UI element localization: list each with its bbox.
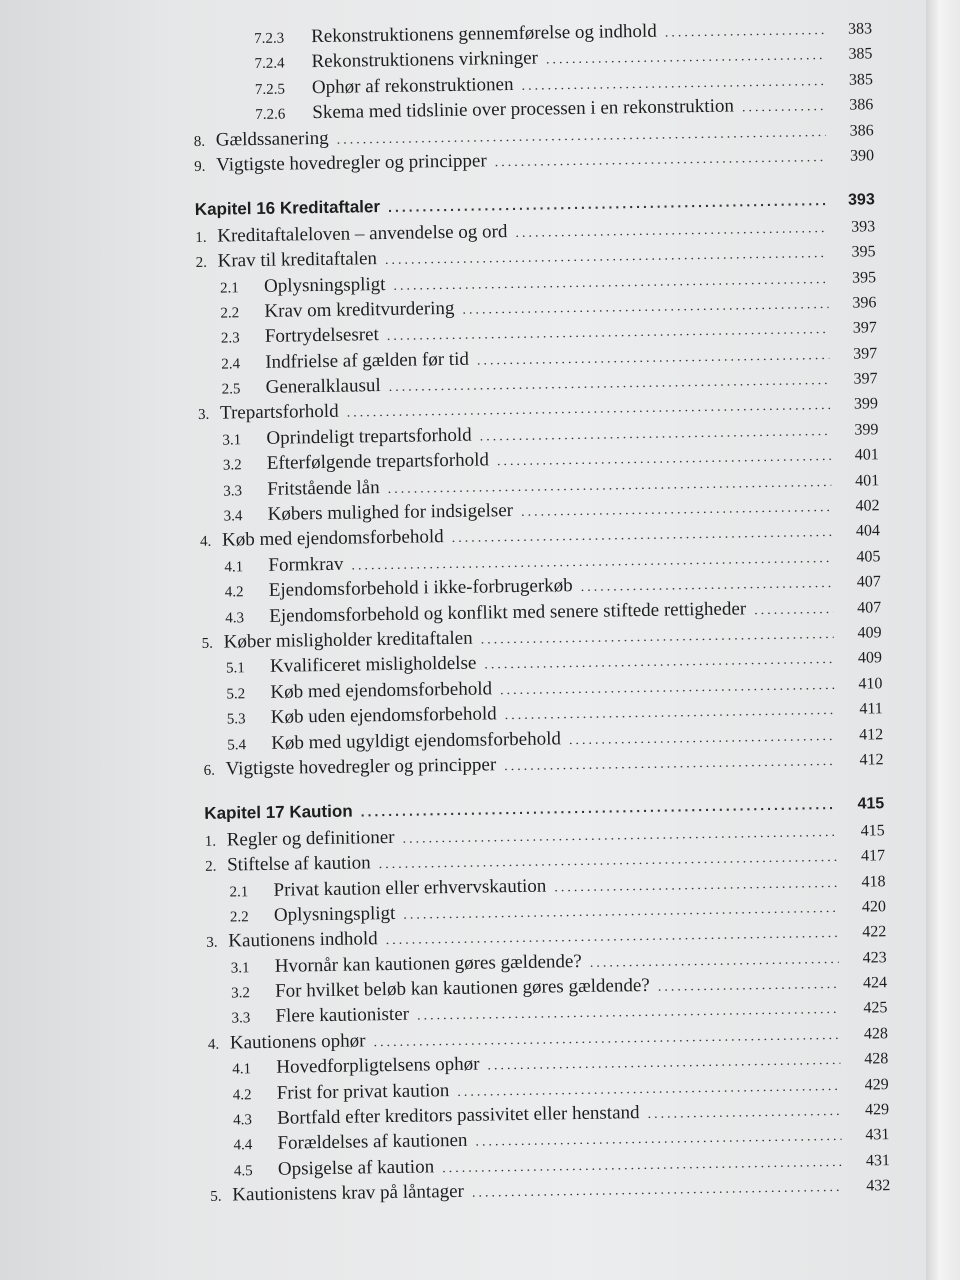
toc-entry-number: 3.3 [223,482,243,500]
toc-page-number: 407 [857,598,882,617]
toc-page-number: 422 [862,923,887,941]
toc-entry-number: 3.1 [222,432,242,449]
toc-entry-title: Køb med ugyldigt ejendomsforbehold [271,727,562,754]
toc-page-number: 428 [863,1025,889,1043]
toc-entry-number: 2.4 [221,355,241,373]
toc-entry-number: 4.2 [224,584,244,601]
toc-entry-number: 5.3 [226,711,246,728]
dot-leader [495,150,827,171]
toc-page-number: 401 [855,471,880,490]
dot-leader [402,825,836,848]
toc-entry-title: Kvalificeret misligholdelse [269,652,477,678]
toc-entry-number: 4.5 [233,1162,253,1180]
toc-entry-title: Forældelses af kautionen [277,1130,468,1155]
toc-page-number: 418 [861,872,886,891]
toc-page-number: 393 [851,218,876,236]
toc-entry-title: Kapitel 16 Kreditaftaler [194,197,381,220]
toc-page-number: 399 [853,395,879,414]
toc-entry-title: Køber misligholder kreditaftalen [223,627,473,653]
dot-leader [487,1053,840,1075]
toc-entry-title: Hovedforpligtelsens ophør [276,1053,480,1079]
toc-entry-number: 3.4 [223,508,243,525]
toc-entry-title: Fritstående lån [267,476,380,500]
toc-entry-title: Fortrydelsesret [264,324,379,348]
toc-entry-title: Privat kaution eller erhvervskaution [273,875,547,901]
dot-leader [500,678,835,699]
dot-leader [521,500,832,521]
toc-entry-number: 4.2 [232,1086,252,1104]
toc-page-number: 397 [853,370,878,388]
toc-entry-number: 5. [201,635,214,652]
dot-leader [754,602,833,619]
toc-entry-number: 7.2.6 [255,106,286,124]
dot-leader [386,926,839,949]
dot-leader [590,952,839,972]
dot-leader [387,322,829,345]
toc-entry-title: Kautionens indhold [228,928,378,952]
toc-entry-title: Køb med ejendomsforbehold [270,678,493,703]
toc-page-number: 383 [847,20,873,38]
dot-leader [504,754,836,775]
dot-leader [388,475,832,498]
dot-leader [658,977,840,996]
toc-page-number: 393 [847,191,875,210]
toc-entry-title: For hvilket beløb kan kautionen gøres gældende? [274,974,650,1002]
dot-leader [521,74,825,95]
toc-page-number: 424 [862,974,888,992]
toc-page-number: 411 [859,700,883,718]
toc-entry-number: 3.1 [230,959,250,977]
toc-entry-title: Vigtigste hovedregler og principper [225,754,497,780]
toc-page-number: 402 [855,497,880,515]
toc-entry-number: 7.2.3 [254,30,285,48]
toc-page-number: 431 [865,1126,890,1144]
toc-entry-number: 3.3 [231,1010,251,1027]
toc-entry-title: Formkrav [268,553,344,576]
toc-entry-title: Efterfølgende trepartsforhold [266,449,490,475]
toc-page-number: 407 [856,573,881,591]
toc-entry-title: Kapitel 17 Kaution [204,801,353,824]
toc-entry-title: Skema med tidslinie over processen i en rekonstruktion [312,95,735,124]
dot-leader [388,192,827,215]
toc-page-number: 428 [864,1050,889,1068]
toc-page-number: 412 [859,725,884,744]
toc-entry-title: Ophør af rekonstruktionen [311,73,514,98]
toc-entry-title: Krav om kreditvurdering [264,297,455,322]
dot-leader [462,297,828,319]
toc-entry-number: 2.1 [229,883,249,901]
toc-page-number: 425 [863,999,888,1018]
dot-leader [337,125,826,149]
toc-entry-title: Regler og definitioner [226,826,395,851]
toc-entry-title: Købers mulighed for indsigelser [267,500,514,525]
toc-entry-number: 4.4 [233,1137,253,1154]
dot-leader [569,729,835,749]
toc-entry-title: Ejendomsforbehold og konflikt med senere stiftede rettigheder [269,597,747,627]
toc-entry-number: 6. [203,762,216,779]
dot-leader [417,1002,840,1025]
dot-leader [457,1079,841,1101]
toc-entry-title: Kautionens ophør [229,1030,366,1054]
dot-leader [442,1155,842,1177]
toc-entry-number: 8. [193,133,206,150]
toc-entry-title: Flere kautionister [275,1004,410,1028]
toc-entry-number: 2.2 [229,909,249,926]
dot-leader [484,652,834,673]
toc-page-number: 404 [855,522,881,541]
toc-entry-title: Stiftelse af kaution [226,852,371,876]
toc-entry-number: 2. [205,858,217,876]
toc-entry-title: Kreditaftaleloven – anvendelse og ord [217,220,508,247]
dot-leader [373,1028,840,1051]
toc-entry-number: 2.1 [219,279,239,297]
toc-entry-title: Frist for privat kaution [276,1079,450,1104]
toc-page-number: 415 [857,795,885,813]
toc-entry-title: Indfrielse af gælden før tid [265,348,470,373]
toc-entry-number: 2. [195,254,208,272]
toc-entry-number: 7.2.5 [254,81,286,98]
toc-page-number: 410 [858,675,883,693]
toc-page-number: 431 [865,1151,891,1170]
toc-entry-title: Ejendomsforbehold i ikke-forbrugerkøb [268,575,573,602]
toc-entry-title: Gældssanering [215,127,329,151]
toc-entry-title: Generalklausul [265,375,381,398]
toc-page-number: 409 [857,624,882,642]
toc-entry-title: Krav til kreditaftalen [217,248,378,272]
toc-entry-number: 3. [206,934,218,952]
dot-leader [505,703,835,724]
dot-leader [554,875,837,895]
toc-page-number: 405 [856,548,881,566]
toc-entry-number: 5.4 [227,736,247,754]
toc-entry-number: 4. [207,1036,220,1053]
dot-leader [379,850,838,873]
toc-page-number: 429 [864,1075,889,1094]
toc-entry-number: 2.2 [220,305,240,322]
toc-entry-number: 5. [210,1188,222,1206]
toc-page-number: 412 [859,751,884,769]
toc-entry-number: 1. [195,229,207,246]
toc-entry-title: Trepartsforhold [219,401,339,425]
toc-entry-number: 5.1 [225,660,245,677]
dot-leader [361,796,837,819]
toc-entry-title: Oprindeligt trepartsforhold [266,424,472,449]
toc-page-number: 417 [860,847,886,865]
toc-entry-number: 5.2 [226,686,246,703]
toc-entry-title: Vigtigste hovedregler og principper [215,150,487,176]
toc-entry-title: Køb uden ejendomsforbehold [270,703,497,729]
toc-page-number: 401 [854,446,879,464]
toc-page-number: 423 [862,948,887,967]
dot-leader [515,221,827,242]
dot-leader [742,99,826,116]
toc-entry-title: Køb med ejendomsforbehold [221,526,444,552]
dot-leader [546,48,825,68]
dot-leader [403,901,838,924]
dot-leader [393,272,828,295]
toc-page-number: 386 [849,96,874,114]
dot-leader [665,23,825,42]
dot-leader [475,1129,841,1151]
toc-page-number: 396 [852,294,877,312]
toc-entry-number: 4. [199,534,212,551]
toc-entry-title: Bortfald efter kreditors passivitet eller henstand [276,1102,640,1129]
toc-page-number: 397 [852,319,877,337]
dot-leader [647,1104,841,1123]
dot-leader [480,424,831,446]
toc-page-number: 395 [851,243,876,261]
toc-page-number: 385 [848,71,874,89]
dot-leader [581,576,833,596]
toc-page-number: 420 [861,898,887,916]
toc-page-number: 432 [866,1177,891,1195]
toc-page-number: 429 [864,1101,890,1119]
toc-page-number: 409 [857,649,883,667]
toc-entry-title: Oplysningspligt [273,902,396,926]
toc-entry-title: Rekonstruktionens virkninger [311,47,539,73]
toc-entry-number: 7.2.4 [254,55,285,73]
dot-leader [385,246,828,269]
toc-entry-title: Kautionistens krav på låntager [232,1181,465,1206]
toc-entry-number: 3.2 [231,985,251,1002]
toc-page-number: 397 [853,344,878,363]
toc-entry-number: 4.1 [224,559,244,576]
toc-page-number: 386 [849,121,874,140]
toc-entry-number: 3. [197,407,210,424]
toc-entry-title: Hvornår kan kautionen gøres gældende? [274,950,582,977]
dot-leader [347,398,831,422]
dot-leader [497,449,831,470]
toc-page-number: 390 [849,147,875,165]
dot-leader [472,1180,843,1202]
toc-page-number: 415 [860,821,885,840]
toc-entry-number: 2.5 [221,381,241,398]
toc-page-number: 395 [851,268,877,287]
dot-leader [481,627,834,649]
toc-page-number: 385 [848,45,873,64]
dot-leader [351,551,832,575]
toc-entry-title: Oplysningspligt [263,273,386,297]
toc-entry-title: Opsigelse af kaution [277,1156,435,1180]
dot-leader [389,373,830,396]
page-edge [926,0,960,1280]
toc-entry-number: 4.1 [232,1061,252,1078]
toc-entry-number: 2.3 [220,330,240,347]
toc-entry-number: 3.2 [222,457,242,474]
toc-entry-number: 1. [204,833,217,850]
toc-entry-number: 4.3 [225,609,245,627]
dot-leader [452,525,833,547]
dot-leader [477,348,830,370]
toc-page-number: 399 [854,421,879,439]
table-of-contents [192,17,890,1210]
toc-entry-number: 4.3 [233,1112,253,1129]
toc-entry-number: 9. [194,158,206,175]
toc-entry-title: Rekonstruktionens gennemførelse og indhold [310,20,657,48]
